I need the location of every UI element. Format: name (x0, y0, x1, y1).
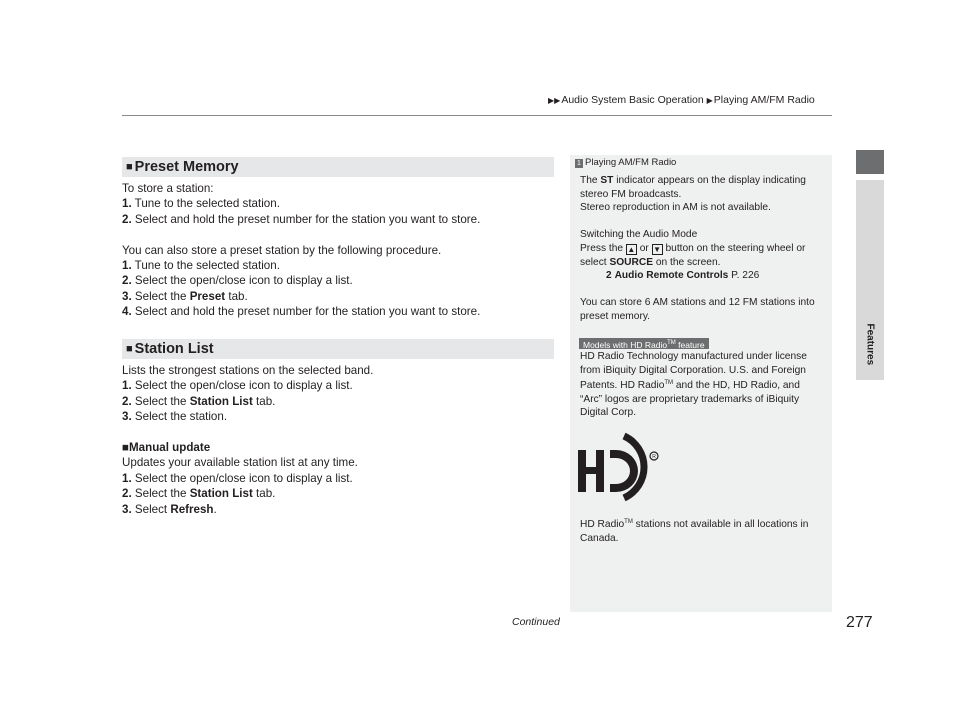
side-note-title: 1 Playing AM/FM Radio (575, 157, 676, 168)
note-number-icon: 1 (575, 159, 583, 168)
side-tab-marker (856, 150, 884, 174)
reference-arrow-icon: 2 (606, 270, 612, 282)
svg-text:R: R (652, 454, 656, 460)
triangle-right-icon: ▶▶ (548, 96, 561, 105)
audio-remote-controls-link[interactable]: Audio Remote Controls (614, 270, 729, 282)
side-note-text-1: The ST indicator appears on the display indicating stereo FM broadcasts. Stereo reproduction in AM is not available. Switching the Audio Mode Press the ▲ or ▼ button on the steering wheel or select SOURCE on the screen. 2 Audio Remote Controls P. 226 You can store 6 AM stations and 12 FM stations into preset memory. (580, 175, 815, 322)
station-list-body: Lists the strongest stations on the selected band. 1. Select the open/close icon to display a list. 2. Select the Station List tab. 3. Select the station. ■Manual update Updates your available station list at any time. 1. Select the open/close icon to display a list. 2. Select the Station List tab. 3. Select Refresh. (122, 364, 374, 516)
triangle-right-icon: ▶ (706, 96, 713, 105)
square-bullet-icon: ■ (122, 441, 130, 455)
hd-radio-logo-icon (578, 430, 662, 502)
header-rule (122, 115, 832, 116)
breadcrumb-part-1[interactable]: Audio System Basic Operation (561, 94, 704, 106)
side-note-text-2: HD Radio Technology manufactured under license from iBiquity Digital Corporation. U.S. and Foreign Patents. HD Radio™ and the HD, HD Radio, and “Arc” logos are proprietary trademarks of iBiquity Digital Corp. (580, 351, 807, 419)
arrow-down-button-icon: ▼ (653, 244, 662, 254)
section-heading-preset-memory: ■ Preset Memory (122, 157, 554, 177)
page-number: 277 (846, 614, 873, 631)
side-tab-label: Features (864, 323, 876, 366)
continued-label: Continued (512, 616, 560, 628)
preset-memory-body: To store a station: 1. Tune to the selected station. 2. Select and hold the preset number for the station you want to store. You can also store a preset station by the following procedure. 1. Tune to the selected station. 2. Select the open/close icon to display a list. 3. Select the Preset tab. 4. Select and hold the preset number for the station you want to store. (122, 182, 481, 319)
side-note-text-3: HD Radio™ stations not available in all locations in Canada. (580, 519, 809, 544)
square-bullet-icon: ■ (126, 343, 133, 355)
square-bullet-icon: ■ (126, 161, 133, 173)
section-heading-station-list: ■ Station List (122, 339, 554, 359)
model-badge: Models with HD Radio™ feature (579, 338, 709, 349)
breadcrumb (548, 94, 815, 106)
breadcrumb-part-2[interactable]: Playing AM/FM Radio (713, 94, 815, 106)
arrow-up-button-icon: ▲ (627, 244, 636, 254)
